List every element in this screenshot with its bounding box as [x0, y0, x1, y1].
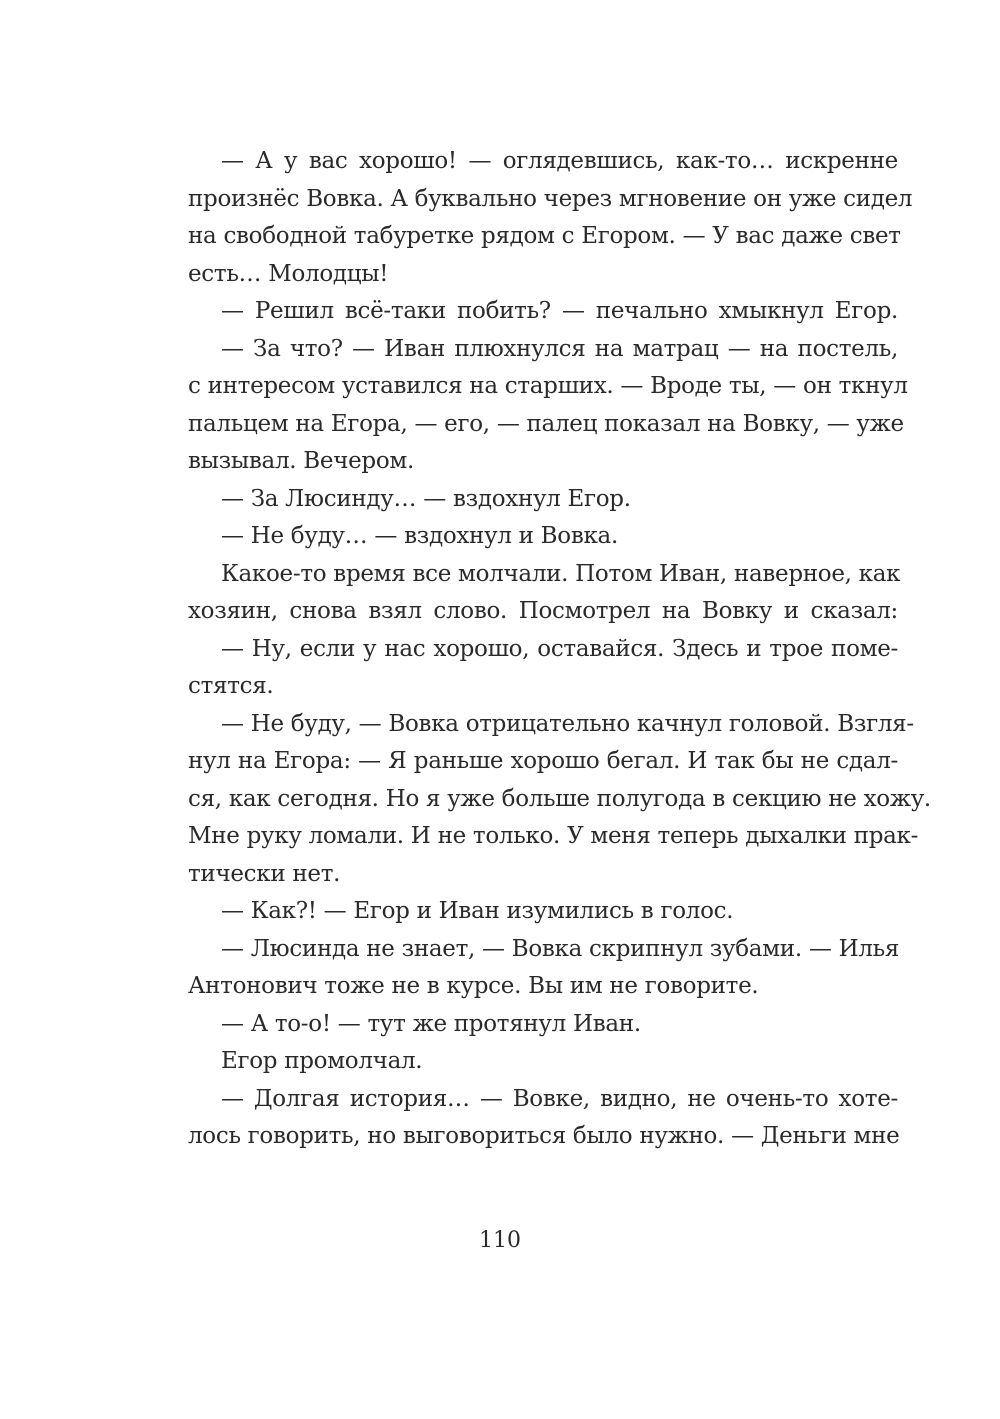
page-number: 110 — [479, 1228, 521, 1253]
text-line: тически нет. — [188, 860, 341, 887]
text-line: нул на Егора: — Я раньше хорошо бегал. И так бы не сдал- — [188, 748, 898, 774]
text-line: Антонович тоже не в курсе. Вы им не говорите. — [188, 973, 759, 999]
text-line: на свободной табуретке рядом с Егором. — У вас даже свет — [188, 223, 901, 249]
text-line: стятся. — [188, 673, 274, 699]
text-line: Мне руку ломали. И не только. У меня теперь дыхалки прак- — [188, 823, 919, 849]
text-line: Егор промолчал. — [221, 1048, 423, 1074]
body-text — [188, 143, 931, 1156]
text-line: Какое-то время все молчали. Потом Иван, наверное, как — [221, 560, 901, 587]
text-line: — За Люсинду… — вздохнул Егор. — [221, 485, 631, 512]
text-line: с интересом уставился на старших. — Вроде ты, — он ткнул — [188, 373, 908, 399]
text-line: — Долгая история… — Вовке, видно, не очень-то хоте- — [221, 1085, 898, 1112]
text-line: — Ну, если у нас хорошо, оставайся. Здесь и трое поме- — [221, 635, 898, 662]
text-line: хозяин, снова взял слово. Посмотрел на Вовку и сказал: — [188, 598, 898, 624]
text-line: — А у вас хорошо! — оглядевшись, как-то… искренне — [221, 148, 898, 174]
text-line: — Люсинда не знает, — Вовка скрипнул зубами. — Илья — [221, 935, 900, 962]
text-line: — А то-о! — тут же протянул Иван. — [221, 1010, 641, 1037]
text-line: есть… Молодцы! — [188, 260, 389, 287]
text-line: ся, как сегодня. Но я уже больше полугода в секцию не хожу. — [188, 785, 931, 812]
text-line: — Как?! — Егор и Иван изумились в голос. — [221, 898, 734, 924]
text-line: — Не буду… — вздохнул и Вовка. — [221, 523, 618, 549]
text-line: — За что? — Иван плюхнулся на матрац — на постель, — [221, 335, 898, 362]
text-line: пальцем на Егора, — его, — палец показал на Вовку, — уже — [188, 410, 904, 437]
text-line: вызывал. Вечером. — [188, 448, 415, 474]
text-line: — Не буду, — Вовка отрицательно качнул головой. Взгля- — [221, 710, 914, 737]
text-line: — Решил всё-таки побить? — печально хмыкнул Егор. — [221, 298, 898, 324]
text-line: лось говорить, но выговориться было нужно. — Деньги мне — [188, 1123, 900, 1149]
text-line: произнёс Вовка. А буквально через мгновение он уже сидел — [188, 185, 913, 212]
